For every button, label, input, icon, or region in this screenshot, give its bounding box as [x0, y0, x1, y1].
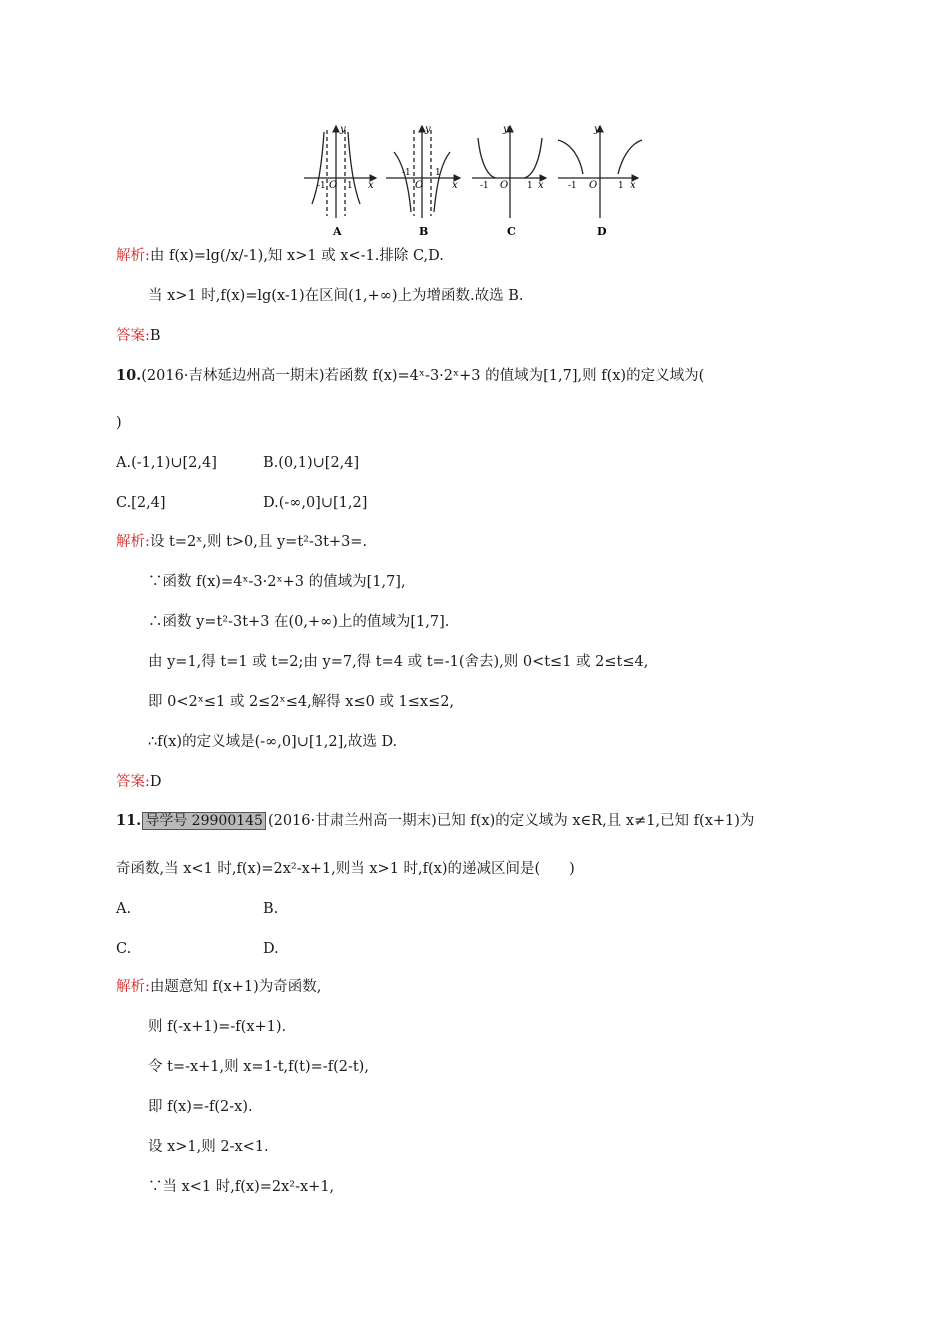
q10-answer-line — [116, 772, 162, 792]
graph-b-tick-neg: -1 — [402, 168, 411, 178]
q10-analysis-line-6: ∴f(x)的定义域是(-∞,0]∪[1,2],故选 D. — [148, 734, 398, 750]
q10-stem-text-1: (2016·吉林延边州高一期末)若函数 f(x)=4ˣ-3·2ˣ+3 的值域为[1,7],则 f(x)的定义域为( — [141, 368, 705, 384]
graph-a-y-label: y — [340, 124, 346, 135]
graph-b-tick-pos: 1 — [435, 168, 441, 178]
graph-d-origin: O — [589, 180, 598, 191]
graph-d-tick-neg: -1 — [568, 181, 577, 191]
graph-c-tick-neg: -1 — [480, 181, 489, 191]
q11-analysis-line-1 — [116, 977, 321, 997]
q10-analysis-line-5: 即 0<2ˣ≤1 或 2≤2ˣ≤4,解得 x≤0 或 1≤x≤2, — [148, 694, 455, 710]
q10-number: 10. — [116, 367, 142, 384]
q11-option-d: D. — [263, 941, 279, 957]
q10-analysis-line-4: 由 y=1,得 t=1 或 t=2;由 y=7,得 t=4 或 t=-1(舍去),则 0<t≤1 或 2≤t≤4, — [148, 654, 649, 670]
graph-a-x-label: x — [368, 180, 374, 191]
q11-number: 11. — [116, 812, 142, 829]
q10-analysis-line-3: ∴函数 y=t²-3t+3 在(0,+∞)上的值域为[1,7]. — [148, 614, 450, 630]
q10-analysis-line-2: ∵函数 f(x)=4ˣ-3·2ˣ+3 的值域为[1,7], — [148, 574, 406, 590]
q11-analysis-label: 解析: — [116, 979, 150, 995]
q11-analysis-line-3: 令 t=-x+1,则 x=1-t,f(t)=-f(2-t), — [148, 1059, 369, 1075]
q10-analysis-line-1 — [116, 532, 367, 552]
q11-stem-line-2: 奇函数,当 x<1 时,f(x)=2x²-x+1,则当 x>1 时,f(x)的递减区间是( ) — [116, 861, 575, 877]
graph-d-label: D — [597, 225, 607, 238]
q11-stem-line-1 — [116, 811, 754, 831]
function-graphs-figure — [300, 118, 650, 243]
q11-analysis-line-2: 则 f(-x+1)=-f(x+1). — [148, 1019, 287, 1035]
q11-guide-tag: 导学号 29900145 — [142, 812, 266, 830]
graph-c-tick-pos: 1 — [527, 181, 533, 191]
q10-answer-label: 答案: — [116, 774, 150, 790]
q9-analysis-label: 解析: — [116, 248, 150, 264]
q11-option-b: B. — [263, 901, 279, 917]
q11-option-a: A. — [116, 901, 132, 917]
graph-a-tick-neg: -1 — [317, 181, 326, 191]
graph-a-label: A — [333, 225, 342, 238]
q9-answer-value: B — [149, 328, 161, 344]
graph-b-origin: O — [415, 180, 424, 191]
graph-c-origin: O — [500, 180, 509, 191]
graph-a-origin: O — [329, 180, 338, 191]
graph-d — [558, 126, 642, 218]
graph-b-label: B — [419, 225, 429, 238]
q11-option-c: C. — [116, 941, 132, 957]
q11-analysis-line-5: 设 x>1,则 2-x<1. — [148, 1139, 269, 1155]
q9-answer-label: 答案: — [116, 328, 150, 344]
graph-d-tick-pos: 1 — [618, 181, 624, 191]
q10-option-b: B.(0,1)∪[2,4] — [263, 455, 360, 471]
q11-analysis-text-1: 由题意知 f(x+1)为奇函数, — [149, 979, 322, 995]
q10-stem-line-1 — [116, 366, 704, 386]
q9-analysis-line-1 — [116, 246, 444, 266]
graph-b — [386, 126, 460, 218]
graph-d-x-label: x — [630, 180, 636, 191]
graph-b-y-label: y — [425, 124, 431, 135]
graph-c-y-label: y — [503, 124, 509, 135]
q10-option-d: D.(-∞,0]∪[1,2] — [263, 495, 368, 511]
graphs-svg — [300, 118, 650, 243]
q10-analysis-text-1: 设 t=2ˣ,则 t>0,且 y=t²-3t+3=. — [149, 534, 368, 550]
q11-analysis-line-6: ∵当 x<1 时,f(x)=2x²-x+1, — [148, 1179, 335, 1195]
q11-analysis-line-4: 即 f(x)=-f(2-x). — [148, 1099, 253, 1115]
q11-stem-text-1: (2016·甘肃兰州高一期末)已知 f(x)的定义域为 x∈R,且 x≠1,已知 f(x+1)为 — [267, 813, 755, 829]
q10-answer-value: D — [149, 774, 162, 790]
graph-a-tick-pos: 1 — [347, 181, 353, 191]
q10-stem-line-2: ) — [116, 415, 122, 431]
graph-c — [472, 126, 546, 218]
graph-c-label: C — [507, 225, 516, 238]
q10-option-c: C.[2,4] — [116, 495, 166, 511]
graph-a — [304, 126, 376, 218]
q9-analysis-text-1: 由 f(x)=lg(/x/-1),知 x>1 或 x<-1.排除 C,D. — [149, 248, 444, 264]
graph-d-y-label: y — [594, 124, 600, 135]
q10-option-a: A.(-1,1)∪[2,4] — [116, 455, 217, 471]
graph-c-x-label: x — [538, 180, 544, 191]
q9-analysis-line-2: 当 x>1 时,f(x)=lg(x-1)在区间(1,+∞)上为增函数.故选 B. — [148, 288, 524, 304]
q9-answer-line — [116, 326, 161, 346]
graph-b-x-label: x — [452, 180, 458, 191]
q10-analysis-label: 解析: — [116, 534, 150, 550]
